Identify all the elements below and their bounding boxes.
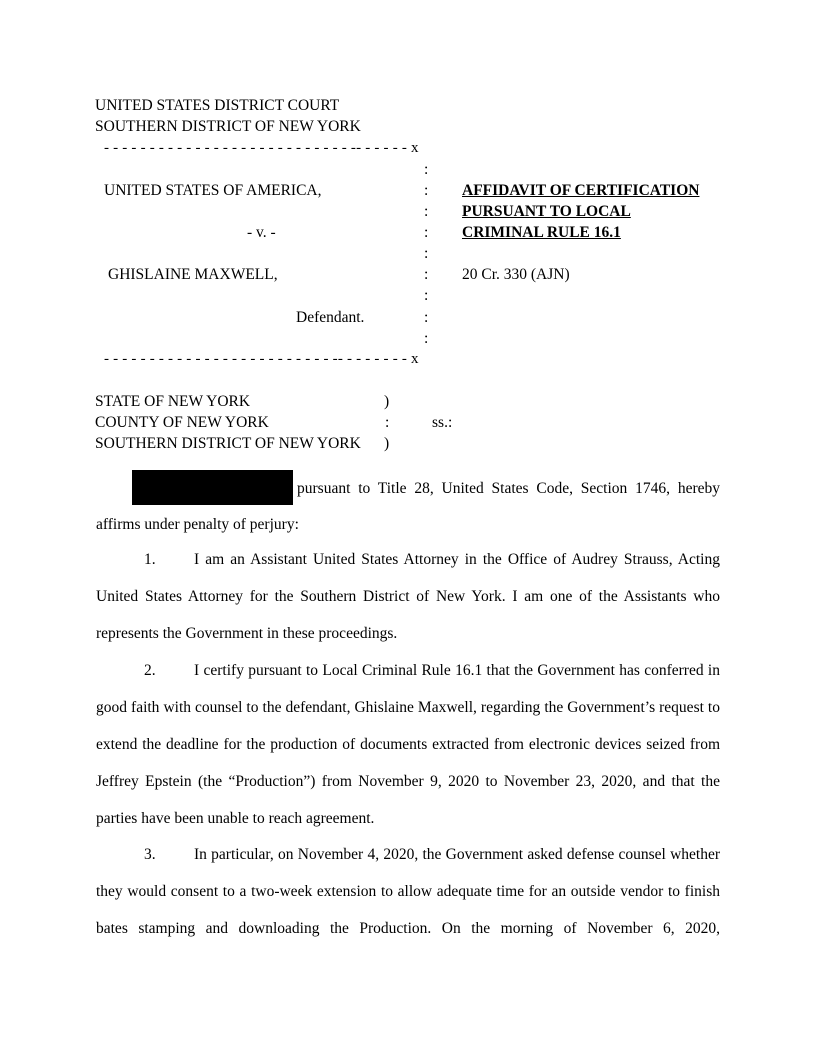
document-title-line2: PURSUANT TO LOCAL <box>462 203 631 220</box>
intro-text: pursuant to Title 28, United States Code, Section 1746, hereby <box>297 480 720 497</box>
paragraph-text: In particular, on November 4, 2020, the Government asked defense counsel whether they would consent to a two-week extension to allow adequate time for an outside vendor to finish bates stamping and downloading the Production. On the morning of November 6, 2020, <box>96 846 720 937</box>
paragraph-number: 2. <box>144 662 156 679</box>
caption-top-rule: - - - - - - - - - - - - - - - - - - - - - - - - - - - -- - - - - - x <box>104 140 419 156</box>
venue-ss: ss.: <box>432 414 453 431</box>
caption-colon: : <box>424 309 429 326</box>
caption-colon: : <box>424 161 429 178</box>
document-title-line1: AFFIDAVIT OF CERTIFICATION <box>462 182 700 199</box>
intro-continuation: affirms under penalty of perjury: <box>96 516 299 533</box>
caption-colon: : <box>424 287 429 304</box>
caption-colon: : <box>424 203 429 220</box>
versus-label: - v. - <box>247 224 276 241</box>
paragraph-1 <box>96 541 720 652</box>
document-title-line3: CRIMINAL RULE 16.1 <box>462 224 621 241</box>
caption-colon: : <box>424 245 429 262</box>
plaintiff-name: UNITED STATES OF AMERICA, <box>104 182 322 199</box>
venue-state: STATE OF NEW YORK <box>95 393 251 410</box>
venue-paren: ) <box>384 435 390 452</box>
venue-county: COUNTY OF NEW YORK <box>95 414 269 431</box>
court-name: UNITED STATES DISTRICT COURT <box>95 97 340 114</box>
paragraph-number: 1. <box>144 551 156 568</box>
paragraph-text: I certify pursuant to Local Criminal Rule 16.1 that the Government has conferred in good faith with counsel to the defendant, Ghislaine Maxwell, regarding the Government’s request to extend the deadline for the production of documents extracted from electronic devices seized from Jeffrey Epstein (the “Production”) from November 9, 2020 to November 23, 2020, and that the parties have been unable to reach agreement. <box>96 662 720 827</box>
caption-bottom-rule: - - - - - - - - - - - - - - - - - - - - - - - - - -- - - - - - - - x <box>104 351 419 367</box>
case-number: 20 Cr. 330 (AJN) <box>462 266 570 283</box>
paragraph-text: I am an Assistant United States Attorney in the Office of Audrey Strauss, Acting United States Attorney for the Southern District of New York. I am one of the Assistants who represents the Government in these proceedings. <box>96 551 720 642</box>
paragraph-number: 3. <box>144 846 156 863</box>
caption-colon: : <box>424 266 429 283</box>
redaction-box <box>132 470 293 505</box>
intro-line <box>132 470 720 507</box>
venue-paren: ) <box>384 393 390 410</box>
paragraph-2 <box>96 652 720 837</box>
venue-district: SOUTHERN DISTRICT OF NEW YORK <box>95 435 361 452</box>
caption-colon: : <box>424 182 429 199</box>
court-district: SOUTHERN DISTRICT OF NEW YORK <box>95 118 361 135</box>
caption-colon: : <box>424 224 429 241</box>
venue-colon: : <box>385 414 390 431</box>
defendant-label: Defendant. <box>296 309 365 326</box>
paragraph-3 <box>96 836 720 947</box>
caption-colon: : <box>424 330 429 347</box>
defendant-name: GHISLAINE MAXWELL, <box>108 266 278 283</box>
